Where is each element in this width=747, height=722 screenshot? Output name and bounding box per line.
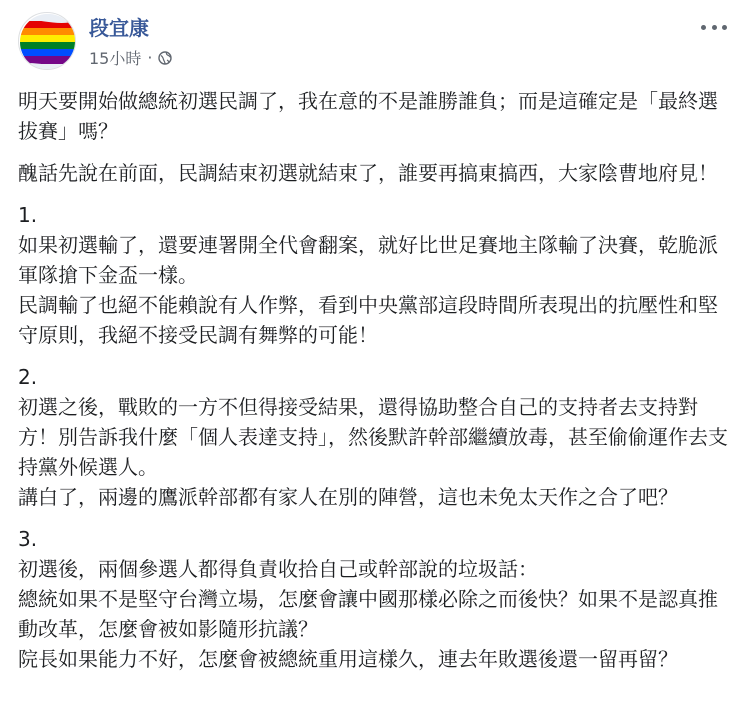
more-dot: [722, 25, 727, 30]
post-paragraph: 明天要開始做總統初選民調了，我在意的不是誰勝誰負；而是這確定是「最終選拔賽」嗎？: [18, 89, 718, 143]
author-name[interactable]: 段宜康: [89, 16, 149, 40]
post-paragraph: 3. 初選後，兩個參選人都得負責收拾自己或幹部說的垃圾話： 總統如果不是堅守台灣立場，怎麼會讓中國那樣必除之而後快？如果不是認真推動改革，怎麼會被如影隨形抗議？ 院長如果能力不好，怎麼會被總統重用這樣久，連去年敗選後還一留再留？: [18, 527, 718, 671]
rainbow-flag-icon: [19, 13, 76, 70]
post-header: [18, 12, 729, 72]
post-paragraph: 2. 初選之後，戰敗的一方不但得接受結果，還得協助整合自己的支持者去支持對方！別告訴我什麼「個人表達支持」，然後默許幹部繼續放毒，甚至偷偷運作去支持黨外候選人。 講白了，兩邊的鷹派幹部都有家人在別的陣營，這也未免太天作之合了吧？: [18, 365, 728, 509]
globe-icon[interactable]: [158, 50, 172, 64]
post-paragraph: 1. 如果初選輸了，還要連署開全代會翻案，就好比世足賽地主隊輸了決賽，乾脆派軍隊搶下金盃一樣。 民調輸了也絕不能賴說有人作弊，看到中央黨部這段時間所表現出的抗壓性和堅守原則，我絕不接受民調有舞弊的可能！: [18, 203, 718, 347]
timestamp[interactable]: 15小時: [89, 48, 142, 68]
post-paragraph: 醜話先說在前面，民調結束初選就結束了，誰要再搞東搞西，大家陰曹地府見！: [18, 161, 718, 185]
meta-separator: ·: [147, 47, 153, 67]
more-options-icon[interactable]: [701, 18, 727, 36]
more-dot: [701, 25, 706, 30]
post-body: [18, 86, 728, 686]
more-dot: [712, 25, 717, 30]
post-meta: [89, 47, 172, 67]
avatar[interactable]: [18, 12, 76, 70]
